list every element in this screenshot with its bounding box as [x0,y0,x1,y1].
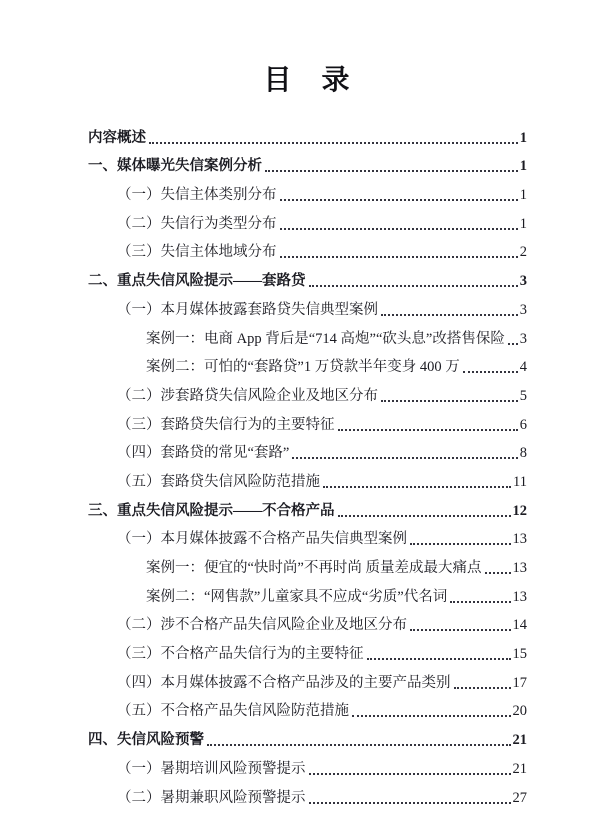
toc-entry [88,349,527,378]
toc-entry [88,664,527,693]
toc-entry [88,549,527,578]
toc-page-number: 5 [519,387,527,404]
toc-entry [88,148,527,177]
toc-page-number: 3 [519,273,527,290]
toc-entry-label: 内容概述 [88,129,146,146]
toc-leader-dots [323,486,511,488]
toc-entry [88,463,527,492]
toc-leader-dots [338,515,511,517]
toc-leader-dots [463,371,518,373]
toc-entry-label: （四）本月媒体披露不合格产品涉及的主要产品类别 [117,674,451,691]
toc-entry [88,750,527,779]
toc-leader-dots [410,543,511,545]
toc-entry [88,521,527,550]
toc-page-number: 1 [519,215,527,232]
toc-leader-dots [280,256,518,258]
toc-page-number: 6 [519,416,527,433]
toc-entry [88,435,527,464]
toc-leader-dots [309,773,511,775]
toc-entry [88,262,527,291]
toc-leader-dots [309,285,518,287]
toc-entry-label: （一）本月媒体披露套路贷失信典型案例 [117,301,378,318]
toc-entry [88,176,527,205]
toc-entry-label: （一）暑期培训风险预警提示 [117,760,306,777]
toc-entry-label: （一）本月媒体披露不合格产品失信典型案例 [117,531,407,548]
toc-entry-label: （二）涉不合格产品失信风险企业及地区分布 [117,617,407,634]
toc-page-number: 20 [512,703,527,720]
toc-entry [88,377,527,406]
toc-leader-dots [280,228,518,230]
toc-leader-dots [450,601,510,603]
toc-leader-dots [207,744,511,746]
toc-entry-label: （二）暑期兼职风险预警提示 [117,789,306,806]
toc-entry-label: 二、重点失信风险提示——套路贷 [88,273,306,290]
toc-leader-dots [338,429,518,431]
toc-page-number: 14 [512,617,527,634]
toc-page-number: 3 [519,330,527,347]
toc-entry-label: 案例一：电商 App 背后是“714 高炮”“砍头息”改搭售保险 [146,330,505,347]
toc-page-number: 4 [519,359,527,376]
toc-leader-dots [280,199,518,201]
toc-entry [88,205,527,234]
toc-page-number: 3 [519,301,527,318]
toc-leader-dots [309,802,511,804]
toc-entry-label: （三）不合格产品失信行为的主要特征 [117,646,364,663]
toc-entry-label: （二）涉套路贷失信风险企业及地区分布 [117,387,378,404]
toc-page-number: 8 [519,445,527,462]
toc-entry-label: （三）失信主体地域分布 [117,244,277,261]
toc-entry-label: 三、重点失信风险提示——不合格产品 [88,502,335,519]
toc-leader-dots [381,400,518,402]
toc-leader-dots [367,658,511,660]
toc-page-number: 21 [512,732,527,749]
toc-entry [88,635,527,664]
toc-entry-label: （二）失信行为类型分布 [117,215,277,232]
toc-entry-label: （三）套路贷失信行为的主要特征 [117,416,335,433]
toc-entry-label: 四、失信风险预警 [88,732,204,749]
toc-page-number: 1 [519,129,527,146]
toc-entry [88,607,527,636]
toc-entry [88,492,527,521]
toc-page-number: 17 [512,674,527,691]
toc-page-number: 15 [512,646,527,663]
toc-entry-label: （四）套路贷的常见“套路” [117,445,290,462]
toc-page-number: 11 [513,473,527,490]
toc-leader-dots [410,629,511,631]
toc-page-number: 27 [512,789,527,806]
toc-title: 目 录 [263,65,351,96]
toc-entry [88,320,527,349]
toc-entry-label: 案例二：可怕的“套路贷”1 万贷款半年变身 400 万 [146,359,460,376]
toc-page-number: 13 [512,588,527,605]
toc-leader-dots [352,715,511,717]
toc-entry [88,234,527,263]
toc-entry [88,693,527,722]
toc-page-number: 2 [519,244,527,261]
toc-entry-label: （一）失信主体类别分布 [117,187,277,204]
toc-page-number: 12 [512,502,527,519]
toc-entry [88,119,527,148]
toc-entry-label: 一、媒体曝光失信案例分析 [88,158,262,175]
toc-page-number: 13 [512,560,527,576]
toc-page-number: 13 [512,531,527,548]
toc-leader-dots [381,314,518,316]
toc-entry-label: （五）不合格产品失信风险防范措施 [117,703,349,720]
toc-page-number: 1 [519,158,527,175]
toc-entry-label: （五）套路贷失信风险防范措施 [117,473,320,490]
toc-entry-label: 案例二：“网售款”儿童家具不应成“劣质”代名词 [146,588,448,605]
toc-entry [88,779,527,808]
toc-entry [88,291,527,320]
toc-leader-dots [265,170,518,172]
toc-leader-dots [292,457,517,459]
toc-entry [88,721,527,750]
toc-entry [88,578,527,607]
toc-page-number: 1 [519,187,527,204]
toc-leader-dots [149,142,518,144]
toc-list [88,119,527,808]
toc-leader-dots [508,343,518,345]
toc-leader-dots [454,687,511,689]
toc-leader-dots [485,572,511,574]
toc-entry-label: 案例一：便宜的“快时尚”不再时尚 质量差成最大痛点 [146,560,482,576]
toc-entry [88,406,527,435]
toc-page-number: 21 [512,760,527,777]
